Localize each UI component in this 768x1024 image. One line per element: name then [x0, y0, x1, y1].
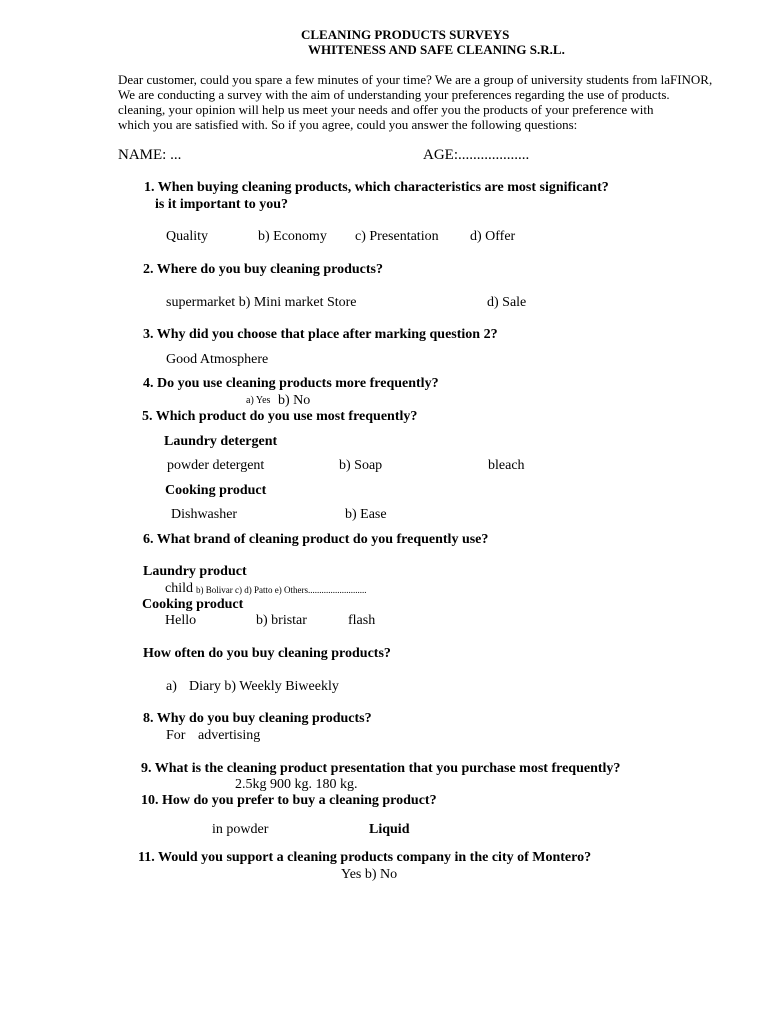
q8-answer-advertising: advertising [198, 728, 261, 743]
question-8: 8. Why do you buy cleaning products? [143, 711, 372, 726]
q7-option-label: a) [166, 679, 177, 694]
q6-laundry-other-options: b) Bolivar c) d) Patto e) Others.......................... [196, 585, 367, 595]
q5-option-ease: b) Ease [345, 507, 387, 522]
q6-cooking-heading: Cooking product [142, 597, 244, 612]
company-name: WHITENESS AND SAFE CLEANING S.R.L. [308, 42, 565, 57]
question-2: 2. Where do you buy cleaning products? [143, 262, 383, 277]
q5-option-soap: b) Soap [339, 458, 383, 473]
age-field: AGE:................... [423, 147, 530, 163]
q1-option-presentation: c) Presentation [355, 229, 439, 244]
question-6: 6. What brand of cleaning product do you frequently use? [143, 532, 489, 547]
q5-cooking-heading: Cooking product [165, 483, 267, 498]
intro-line-3: cleaning, your opinion will help us meet your needs and offer you the products of your preference with [118, 102, 654, 117]
q8-answer-for: For [166, 728, 186, 743]
question-1-continued: is it important to you? [155, 197, 288, 212]
q5-option-bleach: bleach [488, 458, 525, 473]
question-7: How often do you buy cleaning products? [143, 646, 391, 661]
question-1: 1. When buying cleaning products, which characteristics are most significant? [144, 180, 609, 195]
name-field: NAME: ... [118, 147, 182, 163]
q3-answer: Good Atmosphere [166, 352, 269, 367]
q6-option-hello: Hello [165, 613, 197, 628]
q6-laundry-option-child: child [165, 581, 193, 596]
question-5: 5. Which product do you use most frequently? [142, 409, 418, 424]
q6-option-bristar: b) bristar [256, 613, 307, 628]
q6-option-flash: flash [348, 613, 376, 628]
q5-option-dishwasher: Dishwasher [171, 507, 238, 522]
q1-option-quality: Quality [166, 229, 208, 244]
q4-option-no: b) No [278, 393, 311, 408]
q2-option-supermarket: supermarket b) Mini market Store [166, 295, 357, 310]
intro-line-2: We are conducting a survey with the aim of understanding your preferences regarding the use of products. [118, 87, 670, 102]
q10-option-powder: in powder [212, 822, 269, 837]
question-4: 4. Do you use cleaning products more frequently? [143, 376, 439, 391]
q2-option-sale: d) Sale [487, 295, 527, 310]
intro-line-1: Dear customer, could you spare a few minutes of your time? We are a group of university students from laFINOR, [118, 72, 713, 87]
q6-laundry-heading: Laundry product [143, 564, 247, 579]
question-3: 3. Why did you choose that place after marking question 2? [143, 327, 498, 342]
q5-option-powder-detergent: powder detergent [167, 458, 265, 473]
q1-option-offer: d) Offer [470, 229, 516, 244]
q1-option-economy: b) Economy [258, 229, 327, 244]
q9-answer: 2.5kg 900 kg. 180 kg. [235, 777, 358, 792]
question-11: 11. Would you support a cleaning products company in the city of Montero? [138, 850, 592, 865]
question-10: 10. How do you prefer to buy a cleaning product? [141, 793, 437, 808]
q11-answer: Yes b) No [341, 867, 398, 882]
survey-title: CLEANING PRODUCTS SURVEYS [301, 27, 510, 42]
q10-option-liquid: Liquid [369, 822, 410, 837]
intro-line-4: which you are satisfied with. So if you agree, could you answer the following questions: [118, 117, 578, 132]
q7-options: Diary b) Weekly Biweekly [189, 679, 339, 694]
q5-laundry-heading: Laundry detergent [164, 434, 278, 449]
question-9: 9. What is the cleaning product presentation that you purchase most frequently? [141, 761, 621, 776]
q4-option-yes: a) Yes [246, 395, 271, 406]
